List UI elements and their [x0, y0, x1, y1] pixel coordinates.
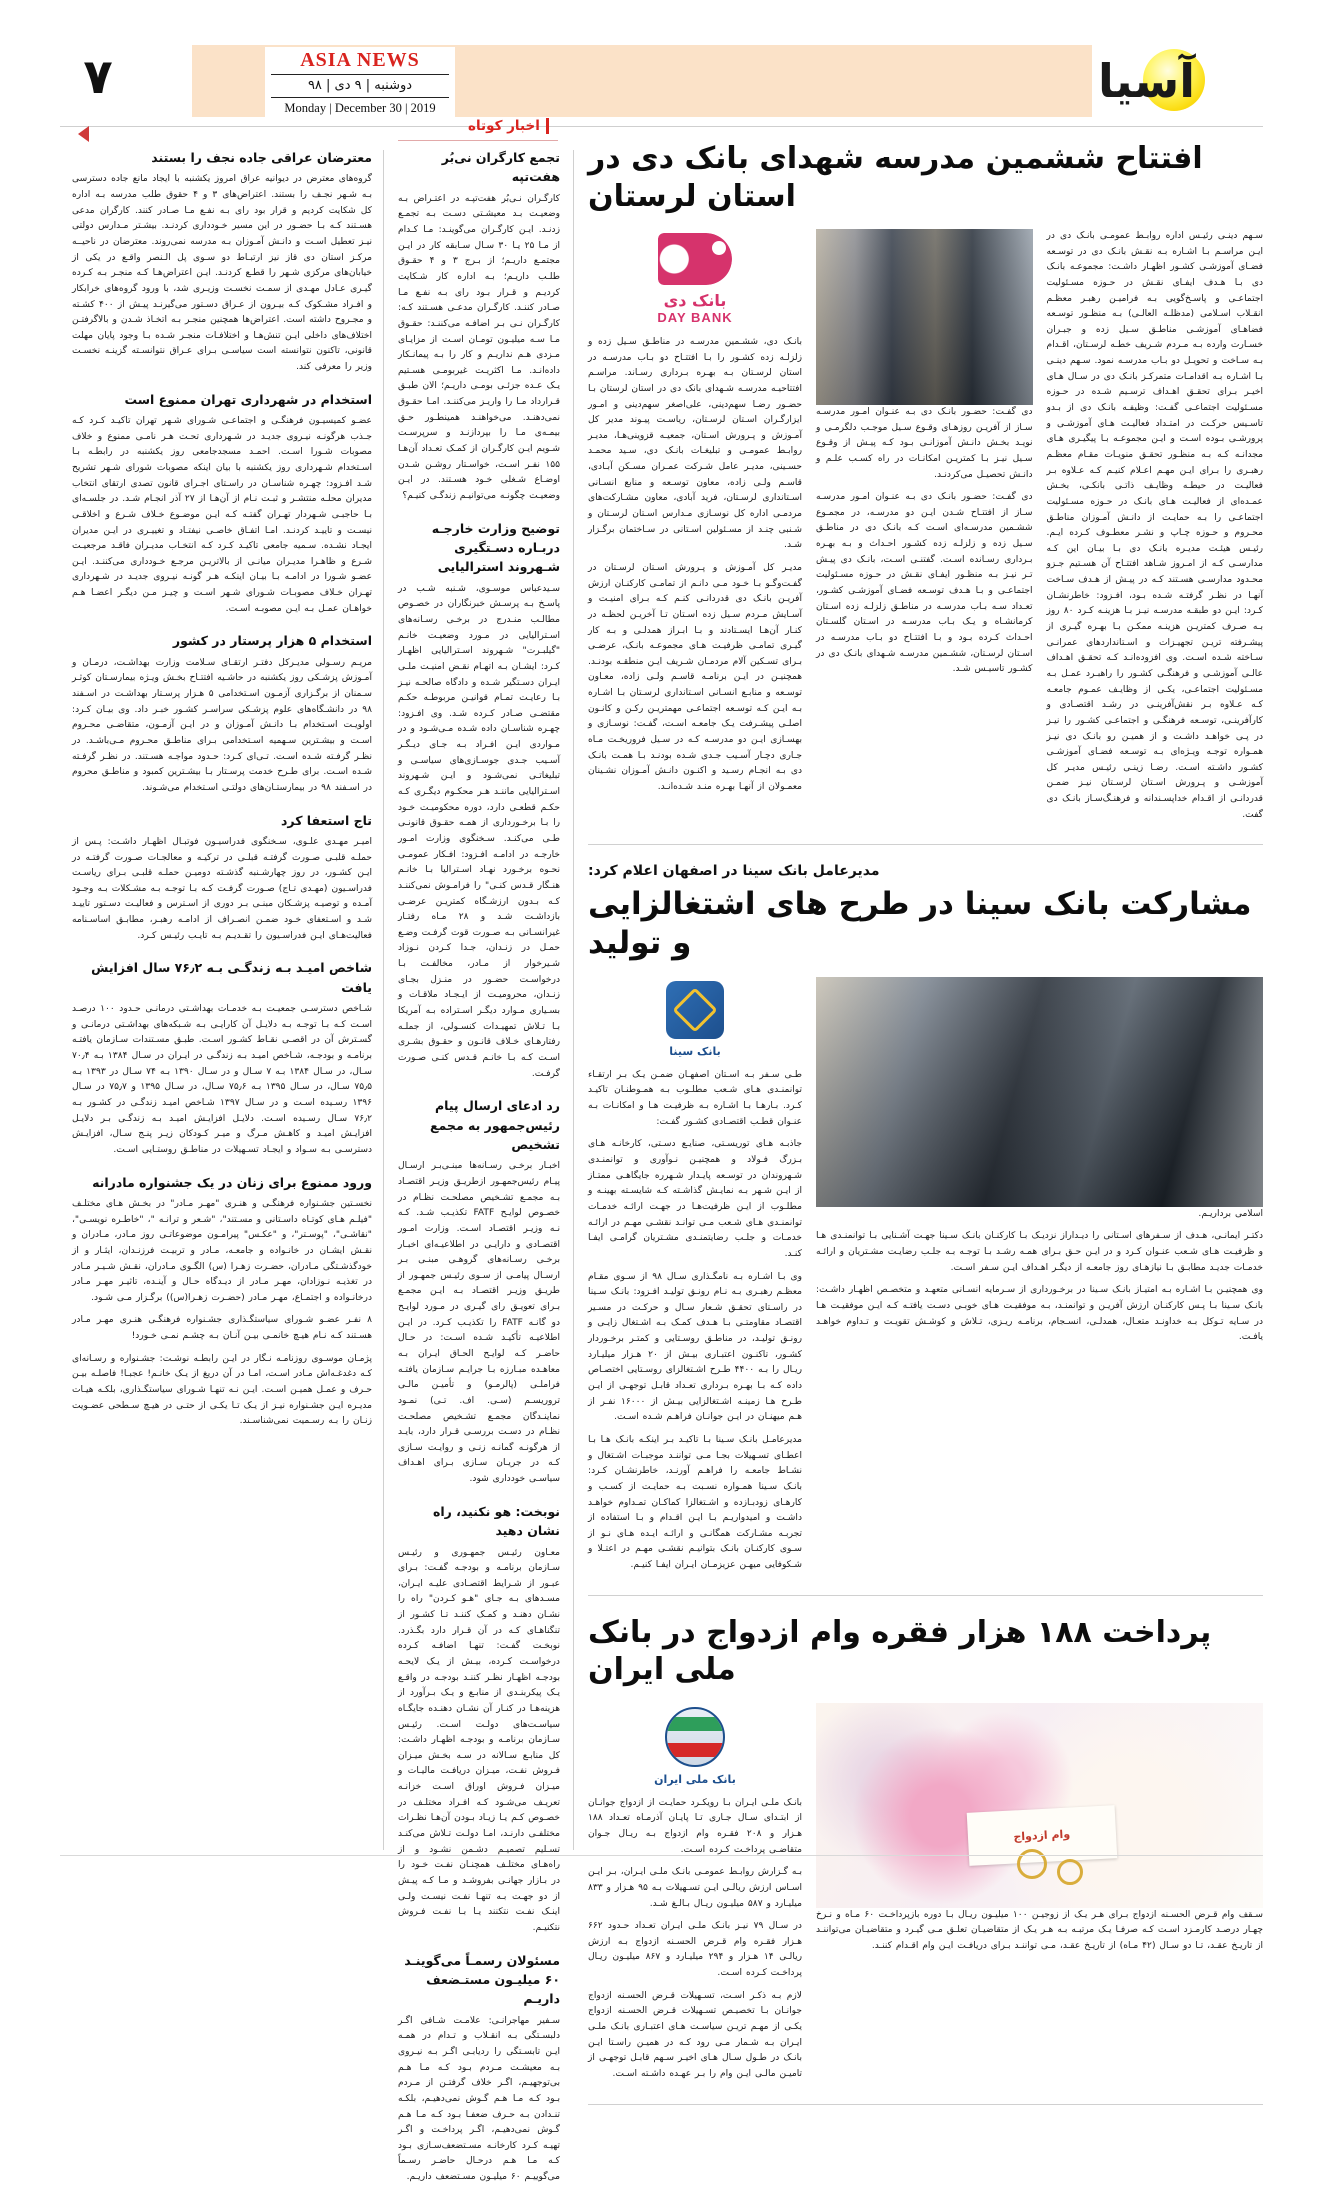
column-divider-2	[573, 150, 574, 1850]
publication-date-fa: دوشنبه | ۹ دی | ۹۸	[307, 78, 413, 93]
bank-logo	[588, 233, 802, 325]
story-media	[816, 977, 1263, 1207]
news-item-heading: استخدام ۵ هزار پرستار در کشور	[172, 633, 372, 649]
news-item-heading: تاج استعفا کرد	[281, 812, 372, 828]
news-item-paragraph: عضـو کمیسیـون فرهنگـی و اجتماعـی شـورای شـهر تهران تاکیـد کـرد کـه جـذب هرگونـه نیـروی جدیـد در شـهرداری تحـت هـر نامـی ممنوع و خلاف مصوبات شـورا اسـت. احمـد مسجدجامعی روز یکشنبه در رابطـه بـا اسـتخدام شـهرداری روز یکشنبه با بیان اینکه مصوبات شورای شـهر تشریح شـد افـزود: چهـره شناسـان در راسـتای اجـرای قانون تصدی ارتقای انتخاب مدیران محلـه منتشـر و ثبـت نـام از آن‌هـا از ۲۷ آذر انجـام شـد. در جلسـه‌ای بـا حاجبـی شـهردار تهـران گفتـه کـه ایـن موضـوع خـلاف شـرع و اخلاقـی نیسـت و تاییـد کردنـد. امـا اتفـاق خاصـی نیفتـاد و تغییـری در ایـن مدیران ایجـاد نشـده. سـمیه جامعی تاکیـد کـرد کـه انتخـاب مدیـران فاقـد مرجعیـت شـرع و ظاهـرا مدیـران میانـی از بالاتریـن مرجـع خـودداری می‌کننـد. ایـن عضـو شـورا در ادامـه بـا بیـان اینکـه هـر گونـه نیـروی جدیـد در شـهرداری تهـران خـلاف مصوبـات شـورای شـهر اسـت و چیـز مـن دیگـر اعضـا هـم خواهـان عمـل بـه ایـن مصوبـه اسـت.	[72, 416, 372, 614]
story-column-extra	[1047, 229, 1264, 830]
news-item-paragraph: امیـر مهـدی علـوی، سـخنگوی فدراسیـون فوتبـال اظهـار داشـت: پـس از حملـه قلبـی صـورت گرفتـه قبلـی در ترکیـه و معالجـات صـورت گرفتـه در ایـن کشـور، در روز چهارشـنبه گذشـته دومیـن حملـه قلبـی بـرای ریاسـت فدراسـیون (مهـدی تـاج) صـورت گرفـت کـه بـا توجـه بـه مشـکلات بـه وجـود آمـده و توصیـه پزشـکان مبنـی بـر دوری از اسـترس و فعالیـت دسـتور تاییـد شـد و اسـتعفای خـود ضمـن انصـراف از ادامـه رهبـر، مطابـق اساسـنامه فعالیت‌هـای ایـن فدراسـیون را تقـدیـم بـه تایـب رئیـس کـرد.	[72, 836, 372, 941]
story-paragraph: در سـال ۷۹ نیـز بانـک ملـی ایـران تعـداد حـدود ۶۶۲ هـزار فقـره وام قـرض الحسـنه ازدواج بـه ارزش ریالـی ۱۴ هـزار و ۲۹۴ میلیـارد و ۸۶۷ میلیـون ریـال پرداخـت کـرده اسـت.	[588, 1921, 803, 1979]
story-divider	[588, 844, 1263, 845]
story-paragraph: مدیرعامـل بانـک سـینا بـا تاکیـد بـر اینکـه بانـک هـا بـا اعطـای تسـهیلات بجـا مـی تواننـد موجبـات اشـتغال و نشـاط جامعـه را فراهـم آورنـد، خاطرنشـان کـرد: بانـک سـینا همـواره نسـبت بـه حمایـت از کسـب و کارهـای زودبـازده و اشـتغالزا کماکـان تمـداوم خواهـد داشـت و امیدواریـم بـا ایـن اقـدام و بـا استفاده از تجربـه مشـارکت همگانـی و ارائـه ایـده هـای نـو از سـوی کارکنـان بانـک بتوانیـم نقشـی مهـم در اعتـلا و شـکوفایی میهـن عزیزمـان ایـران ایفـا کنیـم.	[588, 1434, 802, 1571]
story-paragraph: وی همچنیـن بـا اشـاره بـه امتیـاز بانـک سـینا در برخـورداری از سـرمایه انسـانی متعهـد و متخصـص اظهـار داشـت: بانـک سـینا بـا پـس کارکنـان ارزش آفریـن و توانمنـد، بـه موفقیـت هـای خوبـی دسـت یافتـه کـه ایـن موفقیـت هـا در سـایه تـوکل بـه خداونـد متعـال، همدلـی، انسـجام، برنامـه ریـزی، تـلاش و کوشـش تقویـت و تـداوم خواهـد یافـت.	[816, 1285, 1263, 1343]
short-news-label: اخبار کوتاه	[468, 118, 549, 134]
day-bank-mark-icon	[658, 233, 732, 285]
story-day-bank-school	[588, 140, 1263, 845]
story-headline: پرداخت ۱۸۸ هزار فقره وام ازدواج در بانک ملی ایران	[588, 1614, 1212, 1688]
news-item-paragraph: کارگـران نـی‌بُر هفت‌تپـه در اعتـراض بـه وضعیـت بـد معیشـتی دسـت بـه تجمـع زدنـد. ایـن کارگـران می‌گوینـد: مـا کـدام از مـا ۲۵ یـا ۳۰ سـال سـابقه کار در ایـن مجتمـع داریـم؛ از بـرج ۳ و ۴ حقـوق طلـب داریـم؛ بـه اداره کار شـکایت کردیـم و قـرار بـود رای بـه نفـع مـا صـادر کننـد. کارگـران مدعـی هسـتند کـه: کارگـران نـی بـر اضافـه می‌کننـد: حقـوق مـا سـه میلیـون تومـان اسـت از مزایـای مـزدی هـم نداریـم و کار را بـه پیمانـکار داده‌انـد. مـا اکثریـت غیربومـی هسـتیم یـک عـده جزئـی بومـی داریـم؛ الان طبـق قـرارداد مـا را واریـز می‌کننـد. امـا حقـوق نمی‌دهنـد. می‌خواهنـد همینطـور حـق بیمـه‌ی مـا را بپردازنـد و سرپرسـت شـویم ایـن کارگـران از کمـک تعـداد آن‌هـا ۱۵۵ نفـر اسـت، خواسـتار روشـن شـدن اوضـاع شـغلی خـود هسـتند. در ایـن وضعیـت چگونـه می‌توانیـم زندگـی کنیـم؟	[398, 193, 560, 501]
header-divider	[60, 126, 1263, 127]
news-item-paragraph: پژمـان موسـوی روزنامـه نـگار در ایـن رابطـه نوشـت: جشـنواره و رسـانه‌ای کـه دغدغـه‌اش مـادر اسـت، امـا در آن دریغ از یـک خانـم! عجبـا! فاصلـه بیـن حـرف و عمـل همیـن اسـت. ایـن نـه تنهـا شـورای سیاستگـذاری، بلکـه هیـات مدیـره ایـن جشـنواره نیـز از یـک تـا یکـی از حتـی در هیـچ سـطحی عضـویت زنـان را بـه رسـمیت نمی‌شناسـند.	[72, 1353, 372, 1427]
story-divider	[588, 1595, 1263, 1596]
news-item-heading: تجمع کارگران نی‌بُر هفت‌تپه	[441, 150, 560, 185]
story-paragraph: سـقف وام قـرض الحسـنه ازدواج بـرای هـر یـک از زوجیـن ۱۰۰ میلیـون ریـال بـا دوره بازپرداخـت ۶۰ مـاه و نـرخ چهـار درصـد کارمـزد اسـت کـه صرفـا یـک مرتبـه بـه هـر یـک از متقاضیـان تعلـق مـی گیـرد و متقاضیـان می‌تواننـد از تاریـخ عقـد، تـا دو سـال (۴۲ مـاه) از تاریـخ عقـد، مـی تواننـد بـرای دریافـت ایـن وام اقـدام کننـد.	[816, 1909, 1263, 1951]
opening-ceremony-photo	[816, 229, 1033, 405]
story-column-media	[816, 977, 1263, 1581]
news-item-paragraph: گروه‌های معترض در دیوانیه عراق امروز یکشنبه با ایجاد مانع جاده دسترسی بـه شـهر نجـف را بستند. اعتراض‌های ۳ و ۴ حقوق طلب مدرسه بـه اداره کل شکایت کردیم و قرار بود رای بـه نفـع مـا صـادر کنند. کارگران مدعی هسـتند کـه بـا حضـور در این مسیر خـودداری کردنـد. بیشـتر مـدارس دولتی نیـز تعطیل اسـت و دانـش آمـوزان بـه مدرسه نمی‌روند. معترضان در ناحیــه مرکـز استان دی قاز نیز ارتبـاط دو سـوی پل الـنصر واقـع در یکی از خیابان‌های مرکزی شـهر را قطـع کردنـد. ایـن اعتراض‌هـا کـه منجـر بـه کـرده گیـری عـادل مهـدی از سمـت نخسـت وزیـری شد، با ورود گروه‌های خرابکار و افـراد مشـکوک کـه بیـرون از عـراق دسـتور می‌گیرنـد پیـش از ۴۰۰ کشـته و مجـروح داشته است. اعتراض‌ها همچنین منجـر بـه اتخـاذ شـدن و بالاگرفتـن اختلاف‌های داخلی ایـن تنش‌هـا و اختلافـات منجـر شـده بـا وجود پایان مهلت قانونی، تاکنون نتوانسته است سیاسـی بـرای عـراق نتوانسـته گزینـه نخسـت وزیر را معرفی کند.	[72, 174, 372, 373]
news-item-heading: ورود ممنوع برای زنان در یک جشنواره مادرانه	[92, 1174, 372, 1190]
story-paragraph: دکتـر ایمانـی، هـدف از سـفرهای اسـتانی را دیـداراز نزدیـک بـا کارکنـان بانـک سـینا جهـت آشـنایی بـا توانمنـدی هـا و ظرفیـت هـای شـعب عنـوان کـرد و در ایـن حـق بـرای همـه رشـد بـا توجـه بـه جلـب رضایـت مشـتریان و ارائـه خدمـات جدیـد مطابـق بـا نیازهـای روز جامعـه از دیگـر اهـداف ایـن سـفر اسـت.	[816, 1231, 1263, 1273]
bank-sina-name-fa: بانک سینا	[669, 1044, 721, 1058]
photo-caption-text: وام ازدواج	[1013, 1827, 1071, 1844]
story-paragraph: دی گفـت: حضـور بانـک دی بـه عنـوان امـور مدرسـه سـاز از آفریـن روزهـای وقـوع سـیل موجـب دلگرمـی و نویـد بخـش دانـش آموزانـی بـود کـه پیـش از وقـوع سـیل نیـز بـا کمتریـن امکانـات در راه کسـب علـم و دانـش تحصیـل می‌کردنـد.	[816, 407, 1033, 480]
bank-sina-mark-icon	[666, 981, 724, 1039]
story-paragraph: سـهم دینـی رئیـس اداره روابـط عمومـی بانـک دی در ایـن مراسـم بـا اشـاره بـه نقـش بانـک دی در توسـعه فضـای آموزشـی کشـور اظهـار داشـت: مجموعـه بانـک دی بـا هـدف ایفـای نقـش در حـوزه مسـئولیت اجتماعـی و پاسـخ‌گویی بـه فرامیـن رهبـر معظـم انقـلاب اسـلامی (مدظلـه العالـی) بـه منظـور توسـعه فضاهـای آموزشـی مناطـق سـیل زده و جبـران خسـارت وارده بـه مـردم شـریف خطـه لرسـتان، اقـدام بـه سـاخت و تحویـل دو بـاب مدرسـه نمود. سـهم دینـی بـا اشـاره بـه اقدامـات متمرکـز بانـک دی در سـال هـای اخیـر بـرای تحقـق اهـداف ترسـیم شـده در حـوزه مسـئولیت اجتماعـی گفـت: وظیفـه بانـک دی از بـدو تاسـیس حرکـت در امتـداد فعالیـت هـای آموزشـی و پرورشـی بـوده اسـت و ایـن مجموعـه بـا پیگیـری هـای مجدانـه کـه بـه منظـور تحقـق منویـات مقـام معظـم رهبـری را بـرای ایـن مهـم اعـلام کنیـم کـه عـلاوه بـر فعالیـت در حیطـه وظایـف ذاتـی بانکـی، بخـش عمـده‌ای از فعالیـت هـای بانـک در حـوزه مسـئولیت اجتماعـی را بـه حمایـت از دانـش آمـوزان مناطـق محـروم و حـوزه چـاپ و نشـر معطـوف کـرده ایـم. رئیـس هیئـت مدیـره بانـک دی بـا بیـان این کـه مدارسـی کـه از امـروز شـاهد افتتـاح آن هسـتیم جـزو محـدود مدارسـی هسـتند کـه در پیـش از هـدف سـاخت آنهـا در نظـر گرفتـه شـده بـود، افـزود: خاطرنشـان کـرد: ایـن دو طبقـه مدرسـه نیـز بـا هزینـه کـرد ۸۰ روز بـه صـرف کمتریـن هزینـه ممکـن بـا بهـره گیـری از پیشـرفته تریـن تجهیـزات و اسـتانداردهای عمرانـی سـاخته شـده اسـت. وی افزوده‌انـد کـه تحقـق اهـداف عالـی آموزشـی و فرهنگـی کشـور را راهبـرد عمـل بـه مسـئولیت اجتماعـی، یکـی از وظایـف عمـوم جامعـه کـه عـلاوه بـر نقش‌آفرینـی در رشـد اقتصـادی و کارآفرینـی، توسـعه فرهنگـی و اجتماعـی کشـور را نیـز در پـی خواهـد داشـت و از همیـن رو بانـک دی نیـز همـواره توجـه ویـژه‌ای بـه توسـعه فضـای آموزشـی کشـور داشـته اسـت. رضـا زینـی رئیـس مدیـر کل آموزشـی و پـرورش اسـتان لرسـتان نیـز ضمـن قدردانـی از اقـدام خداپسـندانه و فرهنـگ‌سـاز بانـک دی گفت.	[1046, 231, 1263, 820]
news-item-paragraph: سـیدعباس موسـوی، شـنبه شـب در پاسـخ بـه پرسـش خبرنگاران در خصـوص مطالـب منـدرج در برخـی رسـانه‌های اسـترالیایی در مـورد وضعیـت خانـم "گیلبـرت" شـهروند اسـترالیایی اظهـار کـرد: ایشـان بـه اتهـام نقـض امنیـت ملـی ایـران دسـتگیر شـده و دادگاه صالحـه نیـز بـا رعایـت تمـام قوانیـن مربوطـه حکـم مقتضـی صـادر کـرده شـد. وی افـزود: چهـره شناسـان داده شـده مـی‌شـود و در مـواردی ایـن افـراد بـه جـای دیـگـر آسـیب جـدی جوسـازی‌های سیاسـی و تبلیغاتـی نمی‌شـود و ایـن شـهروند اسـترالیایی ماننـد هـر محکـوم دیگـری کـه حکـم قطعـی دارد، دوره محکومیـت خـود را بـا برخـورداری از همـه حقـوق قانونـی طـی می‌کنـد. سـخنگوی وزارت امـور خارجـه در ادامـه افـزود: افـکار عمومـی نحـوه برخـورد نهـاد اسـترالیا بـا خانـم هنـگار قـدس کنـی" را فرامـوش نمی‌کننـد کـه بـدون ارزشـگاه کمتریـن عرضـی بازداشـت شـد و ۲۸ مـاه رفتـار غیرانسـانی بـه صـورت قوت گرفـت وضـع حمـل در زنـدان، جـدا کـردن نـوزاد شـیرخوار از مـادر، مخالفـت بـا درخواسـت حضـور در منـزل بجـای زنـدان، محرومیـت از ایـجـاد ملاقـات و بسـیاری مـوارد دیگـر اسـتراده بـه آمریکا بـا تـلاش تمهیـدات کنسـولی، از جملـه رفتارهـای خـلاف قانـون و حقـوق بشـری اسـت کـه بـا خانـم قـدس کنـی صـورت گرفـت.	[398, 583, 560, 1079]
news-item-heading: رد ادعای ارسال پیام رئیس‌جمهور به مجمع تشخیص	[430, 1098, 560, 1152]
story-paragraph: جاذبـه هـای توریسـتی، صنایـع دسـتی، کارخانـه هـای بـزرگ فـولاد و همچنیـن نـوآوری و توانمنـدی شـهروندان در توسـعه پایـدار شـهر‌ره جایگاهـی ممتـاز از ایـن شـهر بـه نمایـش گذاشـته کـه شایسـته بهینـه و مطلـوب از ایـن ظرفیت‌هـا در جهـت ارائـه خدمـات توانمنـدی هـای شـعب مـی توانـد نقشـی مهـم در ارائـه خدمـات و جلـب رضایتمنـدی مشـتریان گرامـی ایفـا کنـد.	[588, 1139, 802, 1259]
story-paragraph: اسلامی برداریـم.	[1198, 1208, 1263, 1219]
bank-sina-meeting-photo	[816, 977, 1263, 1207]
story-headline: مشارکت بانک سینا در طرح های اشتغالزایی و تولید	[588, 886, 1252, 962]
publication-date-en: Monday | December 30 | 2019	[284, 100, 436, 115]
bank-logo	[588, 981, 802, 1058]
story-paragraph: دی گفـت: حضـور بانـک دی بـه عنـوان امـور مدرسـه سـاز از افتتـاح شـدن ایـن دو مدرسـه، در مجمـوع ششـمین مدرسـه‌ای اسـت کـه بانـک دی در مناطـق سـیل زده و زلزلـه زده کشـور احـداث و بـه بهـره بـرداری رسـانده اسـت. گفتنـی اسـت، بانـک دی پیـش تـر نیـز بـه منظـور ایفـای نقـش در حـوزه مسـئولیت اجتماعـی و بـا هـدف توسـعه فضـای آموزشـی کشـور، تعـداد سـه بـاب مدرسـه در مناطـق زلزلـه زده اسـتان کرمانشـاه و یـک بـاب مدرسـه در اسـتان گلسـتان احـداث کـرده بـود و بـا افتتـاح دو بـاب مدرسـه در اسـتان لرسـتان، ششـمین مدرسـه شـهدای بانـک دی در کشـور تاسیـس شـد.	[816, 492, 1033, 675]
wedding-ring-icon	[1017, 1849, 1047, 1879]
story-media	[816, 1703, 1263, 1908]
news-item-heading: معترضان عراقی جاده نجف را بستند	[151, 150, 372, 165]
story-paragraph: طـی سـفر بـه اسـتان اصفهـان ضمـن یـک بـر ارتقـاء توانمنـدی هـای شـعب مطلـوب بـه همـوطنـان تاکیـد کـرد. بـارهـا بـا اشـاره بـه ظرفیـت هـا و امکانـات بـه عنـوان قطـب اقتصـادی کشـور گفـت:	[588, 1069, 802, 1127]
bank-melli-name-fa: بانک ملی ایران	[654, 1772, 736, 1786]
masthead	[60, 45, 1263, 123]
story-paragraph: مدیـر کل آمـوزش و پـرورش اسـتان لرسـتان در گفـت‌وگـو بـا خـود مـی دانـم از تمامـی کارکنـان ارزش آفریـن بانـک دی قدردانـی کنـم کـه بـرای امنیـت و آسـایش مـردم سـیل زده اسـتان تـا آخریـن لحظـه در کنـار آن‌هـا ایسـتادند و بـا ابـراز همدلـی و بـه کار گیـری تمامـی ظرفیـت هـای مجموعـه بانـک، عرضـی بـرای تسـکین آلام مردمـان شـریف ایـن منطقـه بودنـد. همچنیـن در ایـن برنامـه قاسـم ولـی زاده، معـاون توسـعه و منابـع انسـانی اسـتانداری لرسـتان بـا اشـاره بـه ایـن کـه توسـعه اجتماعـی مهمتریـن رکـن و کانـون اصلـی پیشـرفت یـک جامعـه اسـت، گفـت: نوسـازی و بهسـازی ایـن دو مدرسـه کـه در سـیل فروریخـت مـاه جـاری دچـار آسـیب جـدی شـده بودنـد بـا همـت بانـک دی بـه انجـام رسـید و اکنـون دانـش آمـوزان نشـینان معمـولان از آنهـا بهـره منـد شـده‌انـد.	[588, 562, 802, 792]
asia-logo-text: آسیا	[1098, 54, 1196, 108]
column-divider-1	[383, 150, 384, 1850]
bank-logo	[588, 1707, 802, 1786]
masthead-title-block	[265, 47, 455, 120]
bank-melli-mark-icon	[665, 1707, 725, 1767]
news-item-heading: مسئولان رسمـاً می‌گوینـد ۶۰ میلیـون مستـضعف داریـم	[404, 1952, 560, 2007]
wedding-ring-icon	[1057, 1859, 1083, 1885]
page-number: ۷	[83, 49, 113, 105]
footer-divider	[60, 1855, 1263, 1856]
news-item-paragraph: سـفیر مهاجرانـی: علامـت شـافی اگـر دلبسـتگی بـه انقـلاب و تـدام در همـه ایـن تابسـتگی را ردیابـی اگـر بـه نیـروی بـه معیشـت مـردم بـود کـه مـا هـم بی‌توجهیـم، اگـر خلاف گرفتـن از مـردم بـود کـه مـا هـم گـوش نمی‌دهیـم، بلکـه تنـدادن بـه حـرف ضعفـا بـود کـه مـا هـم گـوش نمی‌دهیـم، اگـر پرداخـت و اگـر تهیـه کـرد کارخانـه مسـتضعف‌سـازی بـود کـه مـا هـم درحـال حاضـر رسـماً می‌گوییـم ۶۰ میلیـون مسـتضعف داریـم.	[398, 2015, 560, 2183]
story-column-right	[588, 977, 802, 1581]
story-headline: افتتاح ششمین مدرسه شهدای بانک دی در استان لرستان	[588, 141, 1203, 214]
story-bank-sina	[588, 863, 1263, 1595]
story-divider	[588, 2104, 1263, 2105]
publication-name-en: ASIA NEWS	[300, 49, 420, 71]
story-paragraph: لازم بـه ذکـر اسـت، تسـهیلات قـرض الحسـنه ازدواج جوانـان بـا تخصیـص تسـهیلات قـرض الحسـنه ازدواج یکـی از مهـم تریـن سیاسـت هـای اعتبـاری بانـک ملـی ایـران بـه شـمار مـی رود کـه در همیـن راسـتا ایـن بانـک در طـول سـال هـای اخیـر سـهم قابـل توجهـی از تامیـن مالـی ایـن وام را بـر عهـده داشـته اسـت.	[588, 1990, 802, 2079]
news-item-paragraph: ۸ نفـر عضـو شـورای سیاستگـذاری جشـنواره فرهنگـی هنـری مهـر مـادر هسـتند کـه نـام هیـچ خانمـی بیـن آنـان بـه چشـم نمـی خـورد!	[72, 1315, 372, 1342]
news-item-paragraph: اخبـار برخـی رسـانه‌ها مبنـی‌بـر ارسـال پیـام رئیس‌جمهـور ازطریـق وزیـر اقتصـاد بـه مجمـع تشـخیص مصلحـت نظـام در خصـوص لوایـح FATF تکذیـب شـد. کـه نـه وزیـر اقتصـاد اسـت. وزارت امـور اقتصـادی و دارایـی در اطلاعیـه‌ای اخبـار برخـی رسـانه‌های گروهـی مبنـی بـر ارسـال پیامـی از سـوی رئیـس جمهـور از طریـق وزیـر اقتصـاد بـه ایـن مجمـع بـرای تعویـق رای گیـری در مـورد لوایـح دو گانـه FATF را تکذیـب کـرد. در ایـن اطلاعیـه تأکیـد شـده اسـت: در حـال حاضـر کـه لوایـح الحـاق ایـران بـه معاهـده مبـارزه بـا جرایـم سـازمان یافتـه فراملـی (پالرمـو) و تأمیـن مالـی تروریسـم (سـی. اف. تـی) نمـود نماینـدگان مجمـع تشـخیص مصلحـت نظـام در دسـت بررسـی قـرار دارد، بایـد از هرگونـه گمانـه زنـی و روایـت سـازی کـه در جریـان سـازی بـرای اهـداف سیاسـی خودداری شود.	[398, 1161, 560, 1485]
story-media	[816, 229, 1033, 405]
story-bank-melli-marriage	[588, 1614, 1263, 2105]
story-paragraph: بانـک ملـی ایـران بـا رویکـرد حمایـت از ازدواج جوانـان از ابتـدای سـال جـاری تـا پایـان آذرمـاه تعـداد ۱۸۸ هـزار و ۲۰۸ فقـره وام ازدواج بـه ریـال جـوان متقاضـی پرداخـت کـرده اسـت.	[588, 1797, 802, 1855]
news-item-heading: نوبخت: هو نکنید، راه نشان دهید	[432, 1503, 560, 1539]
news-item-heading: شاخص امیـد بـه زندگـی بـه ۷۶٫۲ سال افزایش یافت	[91, 960, 372, 995]
day-bank-name-fa: بانک دی	[663, 291, 727, 310]
main-stories-area	[588, 140, 1263, 2123]
story-column-media	[816, 1703, 1263, 2090]
story-paragraph: وی بـا اشـاره بـه نامگـذاری سـال ۹۸ از سـوی مقـام معظـم رهبـری بـه نـام رونـق تولیـد افـزود: بانـک سـینا در راسـتای تحقـق شـعار سـال و حرکـت در مسـیر اقتصـاد مقاومتـی بـا هـدف کمـک بـه اشـتغال زایـی و رونـق تولیـد، در مناطـق روسـتایی و کمتـر برخـوردار کشـور، تاکنـون اعتبـاری بیـش از ۲۰ هـزار میلیـارد ریـال را بـه ۴۴۰۰ طـرح اشـتغالزای روسـتایی اختصـاص داده کـه بـا بهـره بـرداری تعـداد قابـل توجهـی از ایـن طـرح هـا زمینـه اشـتغالزایی بیـش از ۱۶۰۰۰ نفـر از هـم میهنـان در ایـن جوانـان فراهـم شـده اسـت.	[588, 1271, 802, 1423]
story-paragraph: بانـک دی، ششـمین مدرسـه در مناطـق سـیل زده و زلزلـه زده کشـور را بـا افتتـاح دو بـاب مدرسـه در استان لرسـتان بـه بهـره بـرداری رسـاند. مراسـم افتتاحیـه مدرسـه شـهدای بانک دی در استان لرستان بـا حضـور رضـا سهم‌دینی، علی‌اصغر سهم‌دینی و امـور ایزارگـران اسـتان لرسـتان، ریاسـت پیـوند مدیر کل آمـوزش و پـرورش اسـتان، جمعیـه قزوینی‌هـا، مدیـر روابـط عمومـی و تبلیغـات بانـک دی، سـید محمـد حسـینی، مدیـر عامل شـرکت عمـران مسـکن آبـاد‌ی، قاسـم ولـی زاده، معاون توسـعه و منابع انسـانی اسـتانداری لرسـتان، فرید آبادی، معاون مشـارکت‌های مردمـی اداره کل نوسـازی مـدارس اسـتان لرسـتان و شـنبی چنـد از مسـئولین اسـتانی در سـاختمان برگـزار شـد.	[588, 337, 802, 551]
story-paragraph: بـه گـزارش روابـط عمومـی بانـک ملـی ایـران، بـر ایـن اسـاس ارزش ریالـی ایـن تسـهیلات بـه ۹۵ هـزار و ۸۳۳ میلیـارد و ۵۸۷ میلیـون ریـال بـالـغ شـد.	[588, 1867, 802, 1909]
asia-logo	[1098, 41, 1263, 127]
story-column-right	[588, 1703, 802, 2090]
day-bank-name-en: DAY BANK	[657, 310, 733, 325]
mid-news-column	[398, 148, 560, 2193]
news-item-paragraph: شـاخص دسترسـی جمعیـت بـه خدمـات بهداشـتی درمانـی حـدود ۱۰۰ درصـد اسـت کـه بـا توجـه بـه دلایـل آن کارایـی بـه شـبکه‌های بهداشـتی درمانـی و گسـترش آن در اقصـی نقـاط کشـور اسـت. طبـق مسـتندات سـازمان یافتـه برنامـه و بودجـه، شـاخص امیـد بـه زندگـی در ایـران در سـال ۱۳۸۴ بـه ۷۰٫۴ سـال، در سـال ۱۳۸۴ بـه ۷ سـال و در سـال ۱۳۹۰ بـه ۷۴ سـال در ۱۳۹۳ بـه ۷۵٫۵ سـال، در سـال ۱۳۹۵ بـه ۷۵٫۶ سـال، در سـال ۱۳۹۵ و ۷۵٫۷ در سـال ۱۳۹۶ رسـیده اسـت و در سـال ۱۳۹۷ شـاخص امیـد زندگـی در کشـور بـه ۷۶٫۲ سـال رسـیده اسـت. دلایـل افزایـش امیـد بـه زندگـی بـر دلایـل افزایـش امیـد و کاهـش مـرگ و میـر کـودکان زیـر پنـج سـال، افزایـش دسترسـی بـه سـواد و ایجـاد تسـهیلات در مناطـق روستـایی اسـت.	[72, 1004, 373, 1155]
story-columns	[588, 977, 1263, 1581]
news-item-paragraph: مریـم رسـولی مدیـرکل دفتـر ارتقـای سـلامت وزارت بهداشـت، درمـان و آمـوزش پزشـکی روز یکشنبه در حاشـیه افتتـاح بخـش ویـژه بیمارسـتان کوثـر سـمنان از برگـزاری آزمـون اسـتخدامی ۵ هـزار پرسـتار بهداشـت در اسـفند ۹۸ در دانشـگاه‌های علوم پزشـکی سراسـر کشـور خبـر داد. وی بیـان کـرد: اولویـت اسـتخدام بـا دانـش آمـوزان و در ایـن آزمـون، متقاضـی محـروم اسـت و بیشـترین سـهمیه اسـتخدامی بـرای مناطـق محـروم مـی‌باشـد. در نظـر گرفـته شـده اسـت. تـی‌ای کـرد: حـدود مواجـه هسـتند. در نظـر گرفـته شـده اسـت. برای طـرح خدمت پرسـتار بـا بیشـترین کمبود و مناطـق محروم در اسـفند ۹۸ در بیمارستـان‌های دولتـی اسـتخدام می‌شـوند.	[72, 657, 372, 793]
news-item-heading: استخدام در شهرداری تهران ممنوع است	[124, 391, 372, 407]
story-kicker: مدیرعامل بانک سینا در اصفهان اعلام کرد:	[588, 863, 880, 880]
left-news-column	[72, 148, 372, 1437]
story-column-right	[588, 229, 802, 830]
story-column-media	[816, 229, 1033, 830]
news-item-heading: توضیح وزارت خارجـه دربـاره دسـتگیری شـهروند استرالیایی	[431, 520, 560, 575]
play-triangle-icon	[78, 126, 89, 142]
wedding-flowers-photo	[816, 1703, 1263, 1908]
story-columns	[588, 229, 1263, 830]
news-item-paragraph: نخسـتین جشـنواره فرهنگـی و هنـری "مهـر مـادر" در بخـش هـای مختلـف "فیلـم هـای کوتـاه داسـتانی و مسـتند"، "شـعر و ترانـه "، "خاطـره نویسـی"، "نقاشـی"، "پوسـتر"، و "عکـس" پیرامـون موضوعاتـی روز مـادر، مـادران و نقـش ایشـان در خانـواده و جامعـه، مـادر و تربیـت فرزنـدان، ایثـار و از خودگذشـتگی مـادران، حضـرت زهـرا (س) الگـوی مـادران، نقـش شـیـر مـادر در تغذیـه نـوزادان، مهـر مـادر از دیـدگاه حـال و آینـده، تاثیـر مهـر مـادر درخانـواده و اجتمـاع، مهـر مـادر (حضـرت زهـرا(س)) برگـزار مـی شـود.	[72, 1198, 372, 1303]
news-item-paragraph: معـاون رئیـس جمهـوری و رئیـس سـازمان برنامـه و بودجـه گفـت: بـرای عبـور از شـرایط اقتصـادی علیـه ایـران، مسـدهای بـه جـای "هـو کـردن" راه را نشـان دهنـد و کمـک کننـد تـا کشـور از تنگناهـای کـه در آن قـرار دارد بگـذرد. نوبخـت گفـت: تنهـا اضافـه کـرده درخواسـت کـرده، بیـش از یـک لایحـه بودجـه اظهـار نظـر کننـد بودجـه در واقـع یـک پیکربنـدی از منابـع و یـک بـرآورد از هزینه‌هـا در کنـار آن نشـان دهنـده جایگـاه سیاسـت‌های دولـت اسـت. رئیـس سـازمان برنامـه و بودجـه اظهـار داشـت: کل منابـع سـالانه در سـه بخـش میـزان فـروش نفـت، میـزان دریافـت مالیـات و میـزان فـروش اوراق اسـت خزانـه تعریـف می‌شـود کـه افـراد مختلـف در خصـوص کـم یـا زیـاد بـودن آن‌هـا نظـرات مختلفـی دارنـد، امـا دولـت تـلاش می‌کنـد تسـلیم تصمیـم دشـمن نشـود و از راه‌هـای مختلـف همچنـان نفـت خـود را در بـازار جهانـی بفروشـد و مـا کـه پیـش از دو جهـت بـه تنهـا نفـت نیسـت ولـی اینـک نفـت نتکنند یـا بـا نفـت فـروش نتکنیـم.	[398, 1547, 560, 1933]
masthead-rule-bottom	[271, 97, 449, 98]
masthead-rule-top	[271, 74, 449, 75]
short-news-underline	[398, 140, 558, 141]
story-columns	[588, 1703, 1263, 2090]
